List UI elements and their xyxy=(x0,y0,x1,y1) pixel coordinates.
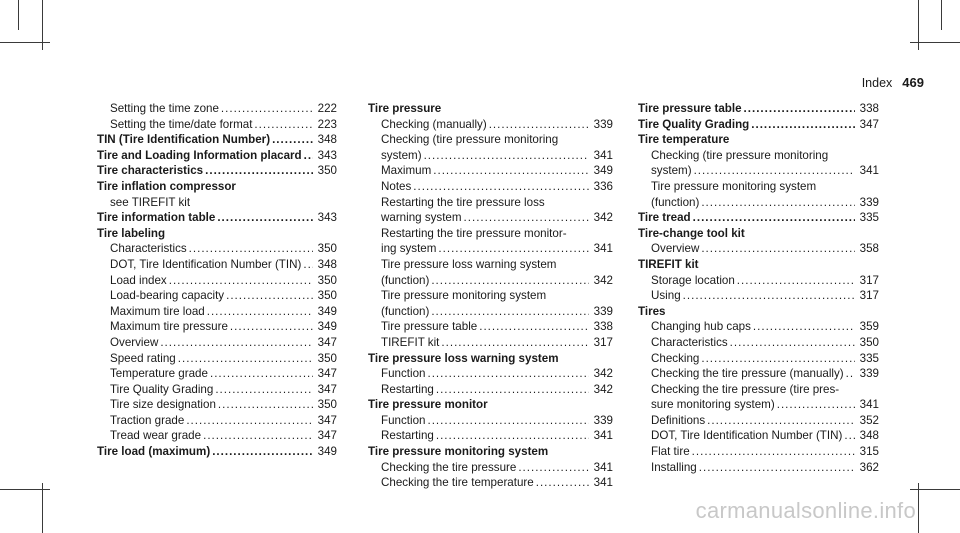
entry-text: Tire Quality Grading xyxy=(638,117,750,131)
page-ref[interactable]: 350 xyxy=(859,335,879,349)
page-ref[interactable]: 350 xyxy=(317,242,337,256)
dot-leader xyxy=(693,210,855,226)
index-subentry xyxy=(638,351,879,367)
dot-leader xyxy=(692,444,855,460)
dot-leader xyxy=(701,241,855,257)
page-ref[interactable]: 349 xyxy=(317,304,337,318)
index-subentry xyxy=(638,319,879,335)
entry-text: Speed rating xyxy=(110,351,176,365)
index-subentry xyxy=(638,195,879,211)
page-ref[interactable]: 317 xyxy=(859,289,879,303)
entry-text: Overview xyxy=(651,242,700,256)
dot-leader xyxy=(744,101,855,117)
entry-text: Tire information table xyxy=(97,211,216,225)
index-entry xyxy=(638,117,879,133)
page-ref[interactable]: 315 xyxy=(859,445,879,459)
dot-leader xyxy=(707,413,855,429)
page-ref[interactable]: 347 xyxy=(859,117,879,131)
page-ref[interactable]: 350 xyxy=(317,164,337,178)
dot-leader xyxy=(427,366,589,382)
entry-text: warning system xyxy=(381,211,462,225)
dot-leader xyxy=(433,163,589,179)
entry-text: Tire Quality Grading xyxy=(110,382,214,396)
index-subentry xyxy=(97,288,337,304)
page-ref[interactable]: 338 xyxy=(593,320,613,334)
entry-text: Overview xyxy=(110,335,159,349)
dot-leader xyxy=(431,273,589,289)
page-number: 469 xyxy=(902,75,924,90)
index-subentry xyxy=(638,273,879,289)
dot-leader xyxy=(203,428,313,444)
dot-leader xyxy=(212,444,313,460)
index-subentry xyxy=(638,288,879,304)
entry-text: Characteristics xyxy=(651,335,728,349)
index-subentry xyxy=(638,335,879,351)
entry-text: Maximum xyxy=(381,164,432,178)
index-entry xyxy=(97,210,337,226)
dot-leader xyxy=(254,117,313,133)
crop-mark xyxy=(42,483,43,533)
page-ref[interactable]: 338 xyxy=(859,102,879,115)
dot-leader xyxy=(186,413,313,429)
dot-leader xyxy=(753,319,855,335)
entry-text: (function) xyxy=(381,304,430,318)
page-ref[interactable]: 358 xyxy=(859,242,879,256)
entry-text: Flat tire xyxy=(651,445,690,459)
dot-leader xyxy=(169,273,313,289)
entry-text: Characteristics xyxy=(110,242,187,256)
index-subentry xyxy=(368,210,613,226)
header-label: Index xyxy=(861,76,893,90)
page-ref[interactable]: 335 xyxy=(859,351,879,365)
page-ref[interactable]: 350 xyxy=(317,273,337,287)
dot-leader xyxy=(215,382,313,398)
index-subentry xyxy=(97,101,337,117)
dot-leader xyxy=(751,117,855,133)
index-subentry xyxy=(97,351,337,367)
page-header xyxy=(862,75,924,90)
page-ref[interactable]: 341 xyxy=(593,476,613,490)
page-ref[interactable]: 347 xyxy=(317,367,337,381)
index-subentry xyxy=(368,428,613,444)
entry-text: Function xyxy=(381,413,426,427)
index-subentry xyxy=(368,413,613,429)
index-column-2 xyxy=(368,101,613,491)
entry-text: ing system xyxy=(381,242,437,256)
entry-text: Checking the tire pressure xyxy=(381,460,517,474)
dot-leader xyxy=(701,351,855,367)
index-subentry xyxy=(368,304,613,320)
entry-text: Tire characteristics xyxy=(97,164,204,178)
dot-leader xyxy=(436,382,589,398)
page-ref[interactable]: 362 xyxy=(859,460,879,474)
index-entry xyxy=(97,444,337,460)
index-subentry xyxy=(97,241,337,257)
index-line: Restarting the tire pressure monitor- xyxy=(381,226,567,240)
entry-text: Changing hub caps xyxy=(651,320,751,334)
page-ref[interactable]: 349 xyxy=(317,320,337,334)
index-subentry xyxy=(368,241,613,257)
entry-text: DOT, Tire Identification Number (TIN) xyxy=(651,429,843,443)
entry-text: Load index xyxy=(110,273,167,287)
index-line: Tire pressure monitoring system xyxy=(651,179,817,193)
dot-leader xyxy=(518,460,589,476)
entry-text: Checking the tire pressure (manually) xyxy=(651,367,844,381)
page-ref[interactable]: 348 xyxy=(859,429,879,443)
page-ref[interactable]: 317 xyxy=(593,335,613,349)
page-ref[interactable]: 339 xyxy=(859,367,879,381)
page-ref[interactable]: 350 xyxy=(317,351,337,365)
entry-text: Setting the time zone xyxy=(110,102,219,115)
index-heading: Tire labeling xyxy=(97,226,166,240)
index-subentry xyxy=(97,319,337,335)
index-subentry xyxy=(368,273,613,289)
page-ref[interactable]: 317 xyxy=(859,273,879,287)
crop-mark xyxy=(918,0,919,50)
index-entry xyxy=(638,101,879,117)
index-subentry xyxy=(97,257,337,273)
dot-leader xyxy=(441,335,589,351)
index-subentry xyxy=(368,117,613,133)
page-ref[interactable]: 343 xyxy=(317,148,337,162)
index-subentry xyxy=(638,428,879,444)
page-ref[interactable]: 223 xyxy=(317,117,337,131)
index-subentry xyxy=(368,366,613,382)
page-ref[interactable]: 347 xyxy=(317,382,337,396)
dot-leader xyxy=(536,475,589,491)
watermark: carmanualsonline.info xyxy=(695,498,916,523)
dot-leader xyxy=(221,101,313,117)
page-ref[interactable]: 339 xyxy=(593,413,613,427)
index-column-1 xyxy=(97,101,337,460)
page-ref[interactable]: 339 xyxy=(593,117,613,131)
dot-leader xyxy=(424,148,589,164)
page-ref[interactable]: 342 xyxy=(593,211,613,225)
entry-text: Tire size designation xyxy=(110,398,216,412)
index-heading: Tire pressure xyxy=(368,102,442,115)
page-ref[interactable]: 347 xyxy=(317,335,337,349)
dot-leader xyxy=(272,132,313,148)
dot-leader xyxy=(230,319,313,335)
index-subentry xyxy=(368,163,613,179)
crop-mark xyxy=(18,0,19,30)
dot-leader xyxy=(436,428,589,444)
dot-leader xyxy=(701,195,855,211)
page-ref[interactable]: 347 xyxy=(317,429,337,443)
index-subentry xyxy=(368,475,613,491)
index-subentry xyxy=(97,117,337,133)
index-column-3 xyxy=(638,101,879,475)
page-ref[interactable]: 350 xyxy=(317,289,337,303)
entry-text: Using xyxy=(651,289,681,303)
index-subentry xyxy=(97,428,337,444)
entry-text: Checking xyxy=(651,351,700,365)
page-ref[interactable]: 341 xyxy=(859,398,879,412)
dot-leader xyxy=(160,335,313,351)
entry-text: Definitions xyxy=(651,413,706,427)
entry-text: Load-bearing capacity xyxy=(110,289,225,303)
index-subentry xyxy=(97,335,337,351)
page-ref[interactable]: 341 xyxy=(593,242,613,256)
page-ref[interactable]: 347 xyxy=(317,413,337,427)
entry-text: DOT, Tire Identification Number (TIN) xyxy=(110,257,302,271)
index-subentry xyxy=(368,382,613,398)
index-subentry xyxy=(97,366,337,382)
index-subentry xyxy=(638,163,879,179)
entry-text: Restarting xyxy=(381,382,434,396)
index-entry xyxy=(97,163,337,179)
index-heading: Tire temperature xyxy=(638,133,730,147)
page-ref[interactable]: 343 xyxy=(317,211,337,225)
dot-leader xyxy=(304,148,313,164)
crop-mark xyxy=(42,0,43,50)
dot-leader xyxy=(694,163,855,179)
dot-leader xyxy=(844,428,855,444)
index-subentry xyxy=(638,413,879,429)
entry-text: Tire pressure table xyxy=(381,320,478,334)
entry-text: TIREFIT kit xyxy=(381,335,440,349)
index-entry xyxy=(638,210,879,226)
entry-text: (function) xyxy=(651,195,700,209)
page-ref[interactable]: 339 xyxy=(593,304,613,318)
page-ref[interactable]: 359 xyxy=(859,320,879,334)
index-subentry xyxy=(97,397,337,413)
dot-leader xyxy=(427,413,589,429)
dot-leader xyxy=(846,366,855,382)
dot-leader xyxy=(464,210,589,226)
entry-text: system) xyxy=(651,164,692,178)
dot-leader xyxy=(226,288,313,304)
entry-text: Tire and Loading Information placard xyxy=(97,148,302,162)
page-ref[interactable]: 342 xyxy=(593,273,613,287)
index-subentry xyxy=(97,304,337,320)
page-ref[interactable]: 339 xyxy=(859,195,879,209)
index-heading: Tire pressure monitoring system xyxy=(368,445,549,459)
index-subentry xyxy=(97,413,337,429)
page-ref[interactable]: 348 xyxy=(317,133,337,147)
index-line: Tire pressure monitoring system xyxy=(381,289,547,303)
dot-leader xyxy=(489,117,589,133)
page-ref[interactable]: 350 xyxy=(317,398,337,412)
index-subentry xyxy=(638,366,879,382)
page-ref[interactable]: 342 xyxy=(593,367,613,381)
dot-leader xyxy=(207,304,313,320)
index-entry xyxy=(97,148,337,164)
index-subentry xyxy=(638,241,879,257)
index-subentry xyxy=(97,273,337,289)
index-line: Restarting the tire pressure loss xyxy=(381,195,545,209)
index-subentry xyxy=(97,382,337,398)
dot-leader xyxy=(210,366,313,382)
index-subentry xyxy=(368,335,613,351)
dot-leader xyxy=(777,397,855,413)
index-subentry xyxy=(638,397,879,413)
entry-text: Temperature grade xyxy=(110,367,208,381)
entry-text: Maximum tire pressure xyxy=(110,320,228,334)
dot-leader xyxy=(431,304,589,320)
page-ref[interactable]: 348 xyxy=(317,257,337,271)
page-ref[interactable]: 335 xyxy=(859,211,879,225)
dot-leader xyxy=(699,460,855,476)
index-subentry xyxy=(368,179,613,195)
entry-text: Traction grade xyxy=(110,413,185,427)
page-ref[interactable]: 336 xyxy=(593,179,613,193)
index-heading: Tires xyxy=(638,304,666,318)
index-entry xyxy=(97,132,337,148)
dot-leader xyxy=(178,351,313,367)
entry-text: Checking (manually) xyxy=(381,117,487,131)
dot-leader xyxy=(205,163,313,179)
dot-leader xyxy=(413,179,589,195)
entry-text: Maximum tire load xyxy=(110,304,205,318)
entry-text: Restarting xyxy=(381,429,434,443)
index-subentry xyxy=(368,460,613,476)
entry-text: Tread wear grade xyxy=(110,429,202,443)
crop-mark xyxy=(918,483,919,533)
index-line: see TIREFIT kit xyxy=(110,195,191,209)
entry-text: Tire tread xyxy=(638,211,691,225)
entry-text: TIN (Tire Identification Number) xyxy=(97,133,271,147)
crop-mark xyxy=(941,0,942,30)
entry-text: Setting the time/date format xyxy=(110,117,253,131)
page-ref[interactable]: 341 xyxy=(593,148,613,162)
entry-text: Notes xyxy=(381,179,412,193)
page-ref[interactable]: 349 xyxy=(593,164,613,178)
dot-leader xyxy=(218,397,313,413)
entry-text: system) xyxy=(381,148,422,162)
dot-leader xyxy=(189,241,313,257)
index-heading: Tire inflation compressor xyxy=(97,179,236,193)
dot-leader xyxy=(217,210,313,226)
index-heading: Tire pressure loss warning system xyxy=(368,351,559,365)
entry-text: Storage location xyxy=(651,273,735,287)
index-line: Checking (tire pressure monitoring xyxy=(381,133,559,147)
index-subentry xyxy=(368,319,613,335)
page-ref[interactable]: 342 xyxy=(593,382,613,396)
index-subentry xyxy=(368,148,613,164)
index-heading: Tire-change tool kit xyxy=(638,226,745,240)
index-line: Tire pressure loss warning system xyxy=(381,257,557,271)
entry-text: Installing xyxy=(651,460,697,474)
index-line: Checking the tire pressure (tire pres- xyxy=(651,382,840,396)
page-ref[interactable]: 222 xyxy=(317,102,337,115)
page-ref[interactable]: 349 xyxy=(317,445,337,459)
entry-text: sure monitoring system) xyxy=(651,398,775,412)
index-heading: TIREFIT kit xyxy=(638,257,699,271)
entry-text: Function xyxy=(381,367,426,381)
dot-leader xyxy=(479,319,589,335)
page-ref[interactable]: 341 xyxy=(859,164,879,178)
dot-leader xyxy=(730,335,855,351)
index-heading: Tire pressure monitor xyxy=(368,398,488,412)
entry-text: Tire load (maximum) xyxy=(97,445,211,459)
page-ref[interactable]: 352 xyxy=(859,413,879,427)
index-subentry xyxy=(638,444,879,460)
entry-text: (function) xyxy=(381,273,430,287)
dot-leader xyxy=(303,257,313,273)
page-ref[interactable]: 341 xyxy=(593,429,613,443)
dot-leader xyxy=(438,241,589,257)
dot-leader xyxy=(683,288,855,304)
entry-text: Tire pressure table xyxy=(638,102,742,115)
index-line: Checking (tire pressure monitoring xyxy=(651,148,829,162)
page-ref[interactable]: 341 xyxy=(593,460,613,474)
index-subentry xyxy=(638,460,879,476)
entry-text: Checking the tire temperature xyxy=(381,476,534,490)
dot-leader xyxy=(737,273,855,289)
